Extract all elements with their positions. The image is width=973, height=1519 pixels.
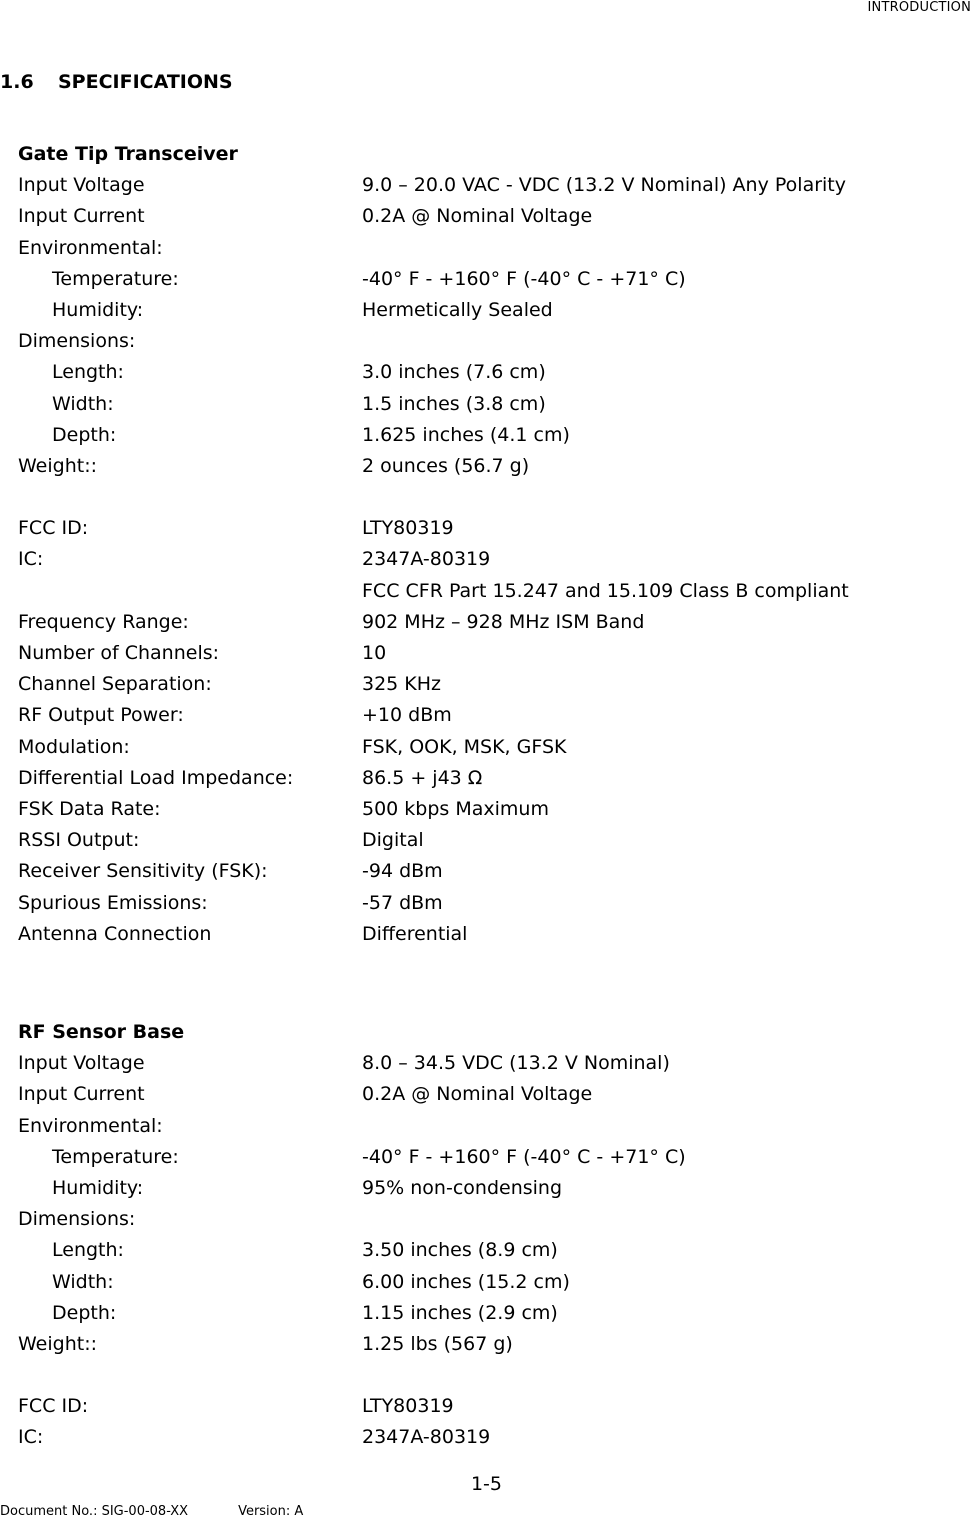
spec-value: 1.25 lbs (567 g) (362, 1332, 513, 1355)
spec-label: IC: (18, 548, 44, 571)
spec-value: 2347A-80319 (362, 1426, 491, 1449)
spec-value: LTY80319 (362, 517, 454, 540)
spec-label: Differential Load Impedance: (18, 766, 294, 789)
spec-row (18, 295, 948, 326)
spec-value: 2 ounces (56.7 g) (362, 454, 530, 477)
spec-row (18, 264, 948, 295)
rf-sensor-heading: RF Sensor Base (18, 1021, 185, 1043)
spec-value: FSK, OOK, MSK, GFSK (362, 735, 567, 758)
spec-value: -94 dBm (362, 860, 443, 883)
section-name: SPECIFICATIONS (58, 71, 233, 93)
spec-row (18, 201, 948, 232)
spec-label: Dimensions: (18, 1208, 136, 1231)
spec-label: Frequency Range: (18, 610, 189, 633)
document-number: Document No.: SIG-00-08-XX (0, 1504, 189, 1519)
spec-row (18, 233, 948, 264)
spec-row (18, 888, 948, 919)
spec-row (18, 607, 948, 638)
spec-label: Humidity: (52, 1176, 144, 1199)
spec-row (18, 1422, 948, 1453)
spec-row (18, 1267, 948, 1298)
gate-tip-heading: Gate Tip Transceiver (18, 143, 238, 165)
spec-value: 86.5 + j43 Ω (362, 766, 483, 789)
spec-value: 1.625 inches (4.1 cm) (362, 423, 570, 446)
spec-label: Humidity: (52, 298, 144, 321)
spec-value: 0.2A @ Nominal Voltage (362, 1083, 593, 1106)
spec-label: Weight:: (18, 1332, 97, 1355)
section-title (0, 71, 233, 93)
spec-value: 2347A-80319 (362, 548, 491, 571)
section-number: 1.6 (0, 71, 34, 93)
spec-value: Hermetically Sealed (362, 298, 553, 321)
spec-label: Width: (52, 392, 114, 415)
spec-row (18, 1111, 948, 1142)
spec-value: -57 dBm (362, 891, 443, 914)
spec-row (18, 1048, 948, 1079)
spec-value: 1.15 inches (2.9 cm) (362, 1301, 558, 1324)
spec-label: Spurious Emissions: (18, 891, 208, 914)
spec-label: Temperature: (52, 267, 179, 290)
spec-label: Channel Separation: (18, 673, 212, 696)
spec-label: Modulation: (18, 735, 130, 758)
spec-row (18, 513, 948, 544)
spec-label: Temperature: (52, 1145, 179, 1168)
spec-value: 10 (362, 642, 387, 664)
spec-label: Weight:: (18, 454, 97, 477)
spec-value: 95% non-condensing (362, 1176, 563, 1199)
spec-row (18, 1204, 948, 1235)
spec-label: Dimensions: (18, 330, 136, 353)
spec-label: Environmental: (18, 1114, 163, 1137)
spec-label: Width: (52, 1270, 114, 1293)
spec-label: IC: (18, 1426, 44, 1449)
spec-row (18, 1142, 948, 1173)
rf-sensor-spec-block (18, 1017, 948, 1454)
spec-row (18, 638, 948, 669)
spec-label: Depth: (52, 1301, 117, 1324)
spec-value: LTY80319 (362, 1395, 454, 1418)
version-label: Version: A (238, 1504, 304, 1519)
rf-sensor-heading-row (18, 1017, 948, 1048)
spec-value: 1.5 inches (3.8 cm) (362, 392, 546, 415)
spec-value: -40° F - +160° F (-40° C - +71° C) (362, 267, 686, 290)
running-header: INTRODUCTION (867, 0, 971, 15)
spec-row (18, 326, 948, 357)
spec-value: -40° F - +160° F (-40° C - +71° C) (362, 1145, 686, 1168)
spec-row (18, 856, 948, 887)
spec-value: 9.0 – 20.0 VAC - VDC (13.2 V Nominal) Any Polarity (362, 174, 846, 197)
spec-row (18, 1360, 948, 1391)
spec-value: 902 MHz – 928 MHz ISM Band (362, 610, 645, 633)
spec-row (18, 544, 948, 575)
spec-value: 3.50 inches (8.9 cm) (362, 1239, 558, 1262)
page-number: 1-5 (470, 1473, 503, 1495)
spec-row (18, 919, 948, 950)
footer (0, 1504, 303, 1519)
spec-label: FSK Data Rate: (18, 797, 161, 820)
spec-row (18, 1079, 948, 1110)
spec-row (18, 1391, 948, 1422)
spec-row (18, 1235, 948, 1266)
spec-label: RF Output Power: (18, 704, 184, 727)
spec-label: Length: (52, 361, 124, 384)
spec-label: Depth: (52, 423, 117, 446)
spec-value: Digital (362, 829, 424, 852)
gate-tip-spec-block (18, 139, 948, 950)
spec-label: Input Current (18, 205, 145, 228)
spec-row (18, 732, 948, 763)
spec-row (18, 1329, 948, 1360)
spec-label: Input Current (18, 1083, 145, 1106)
spec-row (18, 1298, 948, 1329)
spec-row (18, 357, 948, 388)
spec-row (18, 576, 948, 607)
spec-row (18, 420, 948, 451)
spec-row (18, 825, 948, 856)
spec-row (18, 451, 948, 482)
spec-label: Antenna Connection (18, 922, 212, 945)
spec-label: Number of Channels: (18, 642, 220, 664)
spec-row (18, 170, 948, 201)
spec-value: 325 KHz (362, 673, 442, 696)
spec-value: 8.0 – 34.5 VDC (13.2 V Nominal) (362, 1052, 670, 1075)
gate-tip-heading-row (18, 139, 948, 170)
spec-label: Length: (52, 1239, 124, 1262)
spec-label: FCC ID: (18, 1395, 89, 1418)
spec-row (18, 794, 948, 825)
spec-row (18, 763, 948, 794)
spec-label: Input Voltage (18, 1052, 145, 1075)
spec-value: Differential (362, 922, 468, 945)
spec-row (18, 700, 948, 731)
spec-label: Input Voltage (18, 174, 145, 197)
spec-row (18, 669, 948, 700)
spec-value: 6.00 inches (15.2 cm) (362, 1270, 570, 1293)
spec-row (18, 389, 948, 420)
spec-value: +10 dBm (362, 704, 452, 727)
spec-value: 3.0 inches (7.6 cm) (362, 361, 546, 384)
spec-row (18, 1173, 948, 1204)
spec-value: 0.2A @ Nominal Voltage (362, 205, 593, 228)
spec-row (18, 482, 948, 513)
spec-label: RSSI Output: (18, 829, 140, 852)
spec-label: Receiver Sensitivity (FSK): (18, 860, 268, 883)
spec-value: 500 kbps Maximum (362, 797, 549, 820)
spec-value: FCC CFR Part 15.247 and 15.109 Class B compliant (362, 579, 849, 602)
spec-label: FCC ID: (18, 517, 89, 540)
spec-label: Environmental: (18, 236, 163, 259)
